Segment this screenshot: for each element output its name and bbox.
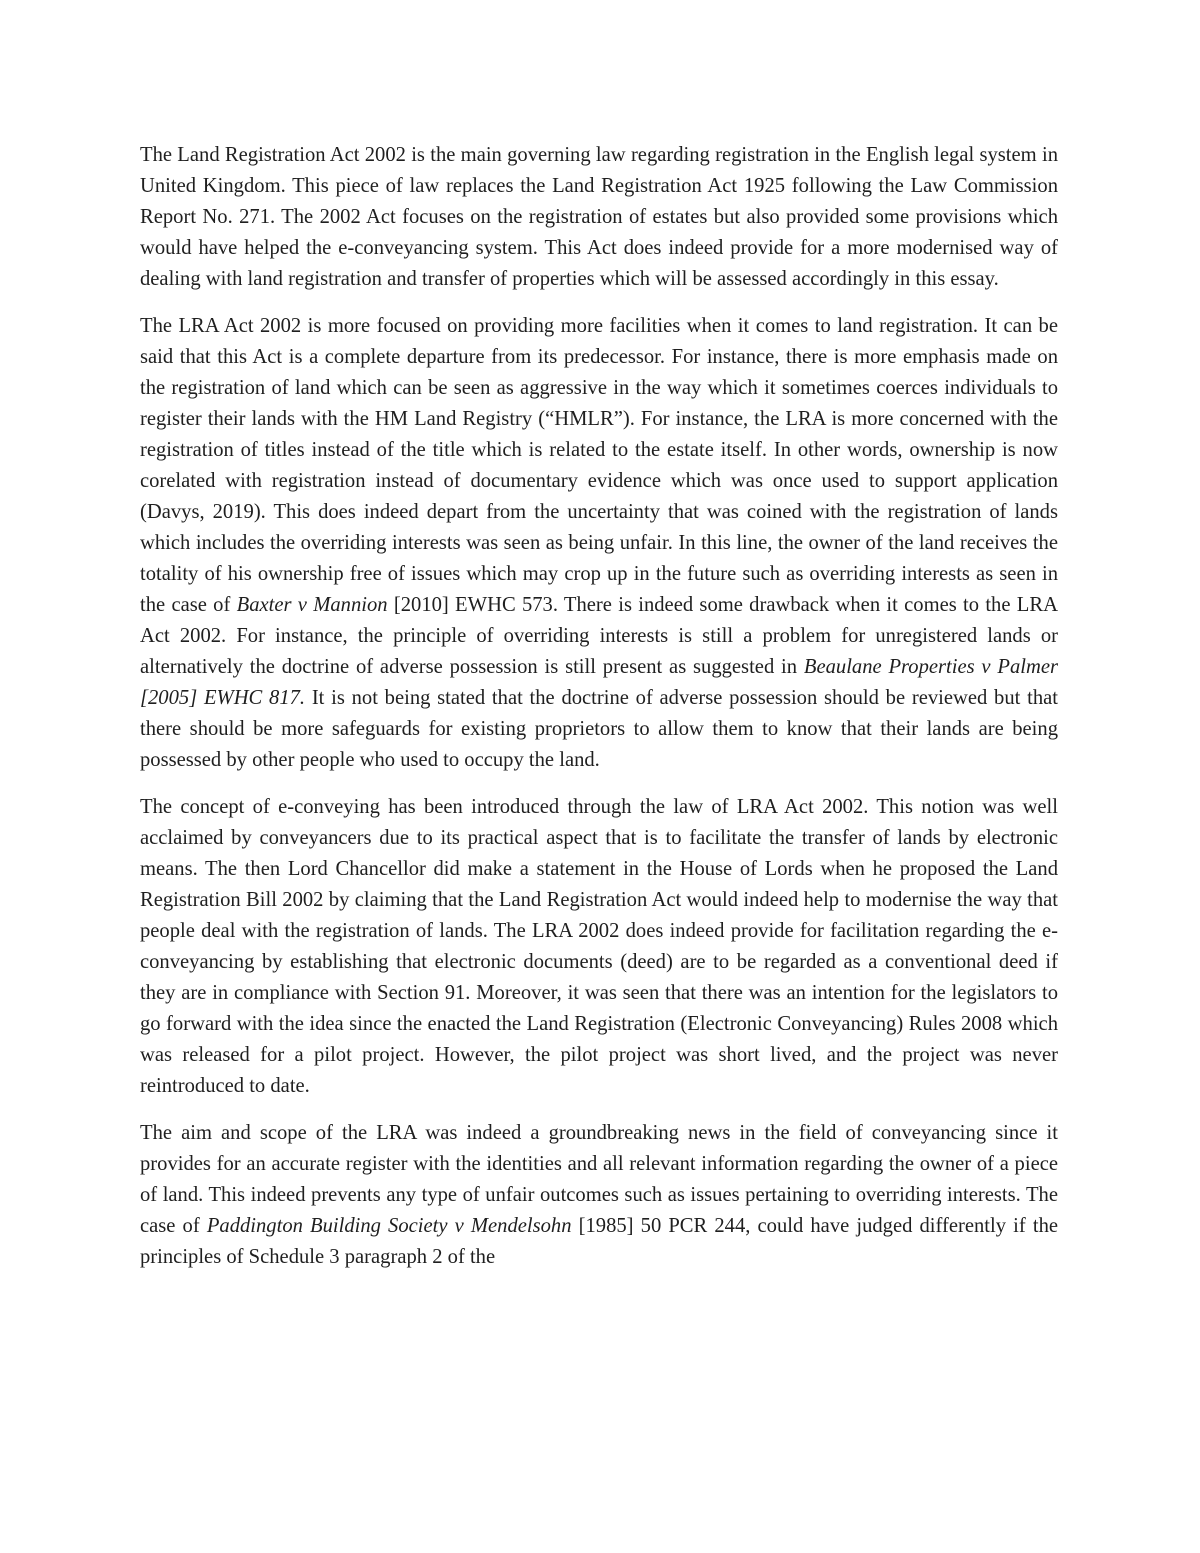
paragraph-3-text: The concept of e-conveying has been introduced through the law of LRA Act 2002. This notion was well acclaimed by conveyancers due to its practical aspect that is to facilitate the transfer of lands by electronic means. The then Lord Chancellor did make a statement in the House of Lords when he proposed the Land Registration Bill 2002 by claiming that the Land Registration Act would indeed help to modernise the way that people deal with the registration of lands. The LRA 2002 does indeed provide for facilitation regarding the e-conveyancing by establishing that electronic documents (deed) are to be regarded as a conventional deed if they are in compliance with Section 91. Moreover, it was seen that there was an intention for the legislators to go forward with the idea since the enacted the Land Registration (Electronic Conveyancing) Rules 2008 which was released for a pilot project. However, the pilot project was short lived, and the project was never reintroduced to date. xyxy=(140,796,1058,1097)
paragraph-1 xyxy=(140,140,1058,295)
case-citation-baxter: Baxter v Mannion xyxy=(236,594,388,616)
paragraph-4 xyxy=(140,1118,1058,1273)
paragraph-2-text-1: The LRA Act 2002 is more focused on providing more facilities when it comes to land registration. It can be said that this Act is a complete departure from its predecessor. For instance, there is more emphasis made on the registration of land which can be seen as aggressive in the way which it sometimes coerces individuals to register their lands with the HM Land Registry (“HMLR”). For instance, the LRA is more concerned with the registration of titles instead of the title which is related to the estate itself. In other words, ownership is now corelated with registration instead of documentary evidence which was once used to support application (Davys, 2019). This does indeed depart from the uncertainty that was coined with the registration of lands which includes the overriding interests was seen as being unfair. In this line, the owner of the land receives the totality of his ownership free of issues which may crop up in the future such as overriding interests as seen in the case of xyxy=(140,315,1058,616)
paragraph-4-text-1: The aim and scope of the LRA was indeed a groundbreaking news in the field of conveyancing since it provides for an accurate register with the identities and all relevant information regarding the owner of a piece of land. This indeed prevents any type of unfair outcomes such as issues pertaining to overriding interests. The case of xyxy=(140,1122,1058,1237)
paragraph-3 xyxy=(140,792,1058,1102)
paragraph-2 xyxy=(140,311,1058,776)
case-citation-beaulane: Beaulane Properties v Palmer [2005] EWHC 817. xyxy=(140,656,1059,709)
case-citation-paddington: Paddington Building Society v Mendelsohn xyxy=(206,1215,572,1237)
paragraph-1-text: The Land Registration Act 2002 is the main governing law regarding registration in the English legal system in United Kingdom. This piece of law replaces the Land Registration Act 1925 following the Law Commission Report No. 271. The 2002 Act focuses on the registration of estates but also provided some provisions which would have helped the e-conveyancing system. This Act does indeed provide for a more modernised way of dealing with land registration and transfer of properties which will be assessed accordingly in this essay. xyxy=(140,144,1058,290)
paragraph-2-text-2: [2010] EWHC 573. There is indeed some drawback when it comes to the LRA Act 2002. For instance, the principle of overriding interests is still a problem for unregistered lands or alternatively the doctrine of adverse possession is still present as suggested in xyxy=(140,594,1058,678)
paragraph-2-text-3: It is not being stated that the doctrine of adverse possession should be reviewed but that there should be more safeguards for existing proprietors to allow them to know that their lands are being possessed by other people who used to occupy the land. xyxy=(140,687,1058,771)
paragraph-4-text-2: [1985] 50 PCR 244, could have judged differently if the principles of Schedule 3 paragraph 2 of the xyxy=(140,1215,1059,1268)
